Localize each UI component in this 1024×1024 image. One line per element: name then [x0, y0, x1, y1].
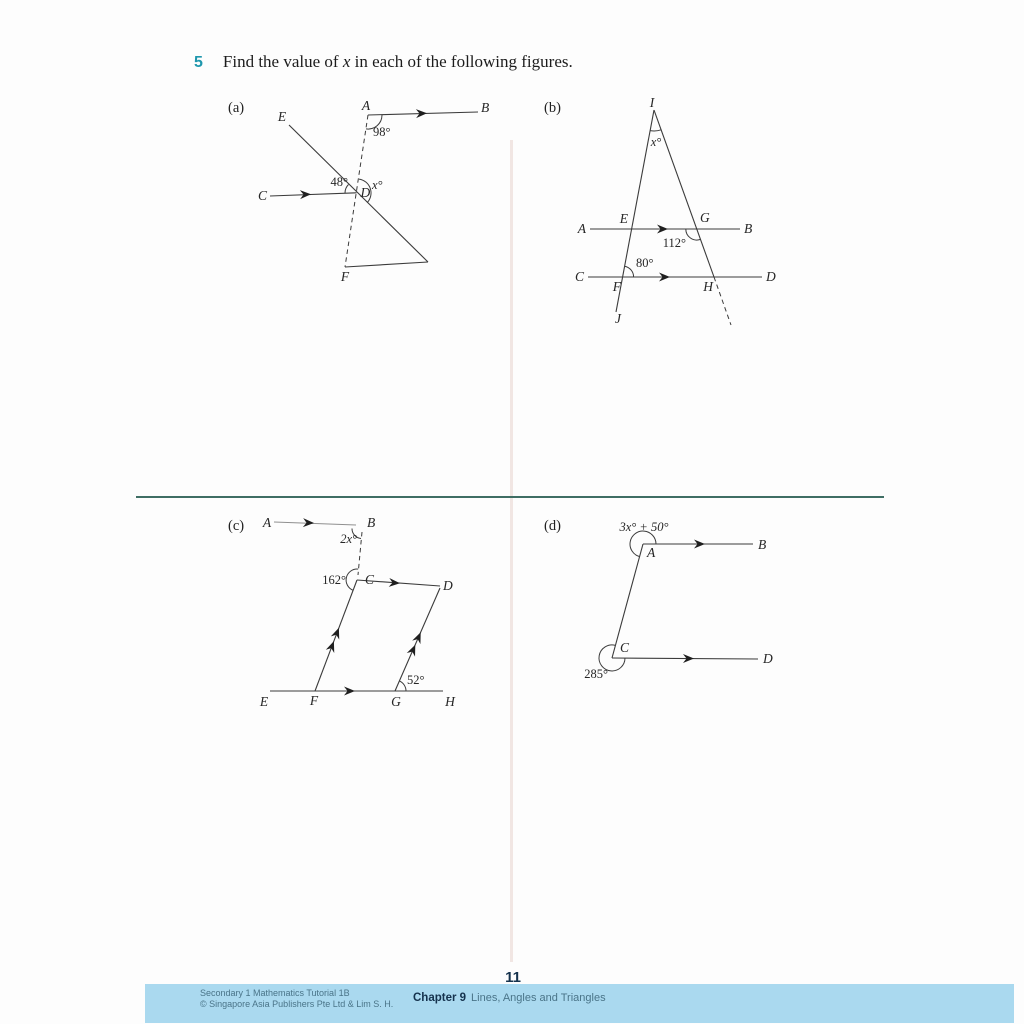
column-divider	[510, 140, 513, 962]
fig-a-point-C: C	[257, 188, 267, 203]
fig-c-point-D: D	[443, 578, 453, 593]
fig-c-angle-52: 52°	[407, 673, 425, 687]
footer-copyright: © Singapore Asia Publishers Pte Ltd & Lim S. H.	[200, 999, 394, 1009]
fig-c-point-B: B	[367, 515, 376, 530]
question-text-post: in each of the following figures.	[350, 52, 573, 71]
fig-d-angle-285: 285°	[584, 667, 608, 681]
line-E-transversal	[289, 125, 428, 262]
fig-a-angle-x: x°	[372, 178, 383, 192]
fig-b-point-D: D	[766, 269, 776, 284]
fig-b-point-H: H	[703, 279, 713, 294]
fig-a-point-B: B	[481, 100, 490, 115]
line-IH	[654, 110, 714, 277]
fig-c-point-E: E	[259, 694, 269, 709]
question-number: 5	[194, 54, 203, 71]
line-CD	[612, 658, 758, 659]
fig-b-point-E: E	[619, 211, 628, 226]
fig-b-point-I: I	[649, 95, 655, 110]
footer-chapter	[413, 992, 606, 1004]
footer-imprint	[200, 988, 393, 1010]
fig-b-point-J: J	[615, 311, 621, 326]
line-CF	[315, 580, 357, 691]
line-CD	[270, 193, 357, 196]
fig-b-point-F: F	[612, 279, 621, 294]
fig-b-point-A: A	[577, 221, 586, 236]
fig-c-point-C: C	[365, 572, 375, 587]
figure-a-diagram	[225, 95, 515, 295]
fig-b-point-C: C	[574, 269, 584, 284]
fig-d-point-D: D	[763, 651, 773, 666]
fig-d-point-A: A	[647, 545, 656, 560]
footer-book-title: Secondary 1 Mathematics Tutorial 1B	[200, 988, 350, 998]
fig-a-point-F: F	[340, 269, 350, 284]
fig-c-point-A: A	[262, 515, 272, 530]
figure-c-label: (c)	[228, 518, 245, 534]
fig-d-point-C: C	[620, 640, 630, 655]
question-heading	[194, 52, 573, 72]
fig-c-point-G: G	[391, 694, 401, 709]
figure-d-label: (d)	[544, 518, 561, 534]
question-text	[223, 52, 573, 72]
fig-a-point-A: A	[361, 98, 371, 113]
footer-chapter-label: Chapter 9	[413, 992, 467, 1004]
angle-arc-52	[399, 681, 406, 691]
fig-d-point-B: B	[758, 537, 767, 552]
fig-a-point-E: E	[277, 109, 287, 124]
fig-c-angle-162: 162°	[322, 573, 346, 587]
figure-b-label: (b)	[544, 100, 561, 116]
figure-d-diagram	[540, 510, 800, 690]
figure-b-diagram	[540, 92, 800, 332]
fig-b-point-G: G	[700, 210, 710, 225]
fig-d-angle-3x50: 3x° + 50°	[619, 520, 669, 534]
fig-c-point-H: H	[445, 694, 455, 709]
line-F-base	[345, 262, 428, 267]
angle-arc-162	[346, 569, 358, 590]
angle-arc-x	[650, 130, 661, 131]
fig-b-angle-80: 80°	[636, 256, 654, 270]
page-number: 11	[505, 969, 521, 986]
fig-c-point-F: F	[309, 693, 319, 708]
fig-b-point-B: B	[744, 221, 753, 236]
figure-a-label: (a)	[228, 100, 245, 116]
double-arrow-icon	[331, 626, 343, 639]
fig-c-angle-2x: 2x°	[340, 532, 357, 546]
fig-a-point-D: D	[360, 185, 371, 200]
double-arrow-icon	[326, 640, 338, 653]
footer-chapter-title: Lines, Angles and Triangles	[471, 992, 606, 1004]
fig-b-angle-112: 112°	[662, 236, 686, 250]
dashed-line-H-extension	[714, 277, 731, 325]
question-text-pre: Find the value of	[222, 52, 343, 71]
line-AB	[274, 522, 356, 525]
fig-b-angle-x: x°	[650, 135, 662, 149]
section-divider	[136, 496, 884, 498]
double-arrow-icon	[407, 643, 420, 657]
fig-a-angle-48: 48°	[330, 175, 348, 189]
double-arrow-icon	[412, 630, 425, 644]
question-variable: x	[342, 52, 351, 71]
fig-a-angle-98: 98°	[373, 125, 391, 139]
figure-c-diagram	[225, 505, 475, 720]
angle-arc-80	[625, 266, 634, 277]
footer-bar	[145, 984, 1014, 1023]
